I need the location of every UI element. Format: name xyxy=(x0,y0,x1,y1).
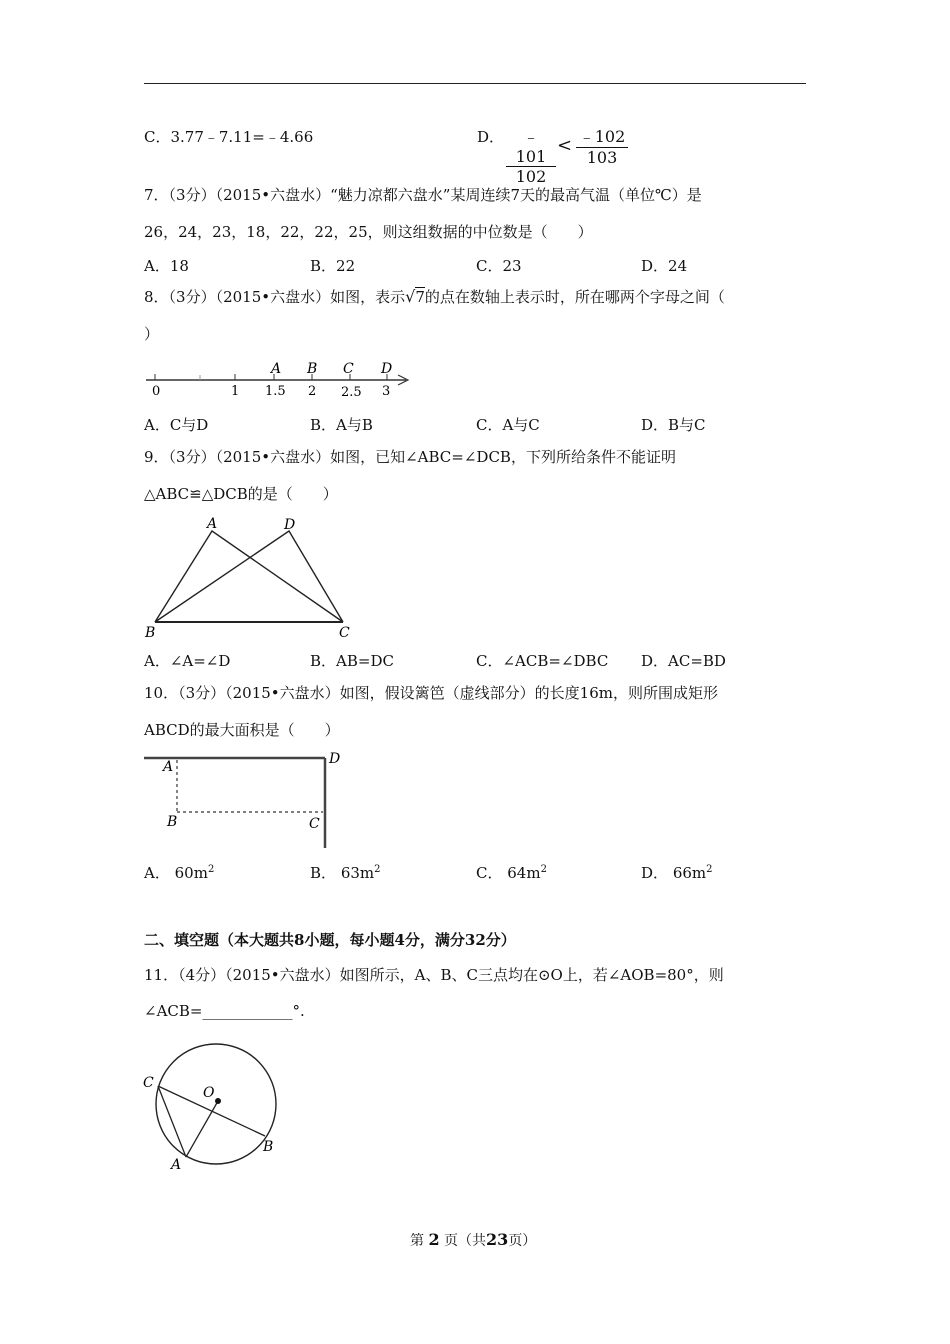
q7-option-c: C．23 xyxy=(476,257,522,275)
q8-option-d: D．B与C xyxy=(641,416,706,434)
q7-option-a: A．18 xyxy=(144,257,189,275)
circle-label-a: A xyxy=(171,1157,182,1173)
total-pages-number: 23 xyxy=(486,1230,509,1249)
q10-line-1: 10．（3分）（2015•六盘水）如图，假设篱笆（虚线部分）的长度16m，则所围成矩形 xyxy=(144,684,718,702)
axis-letter-d: D xyxy=(381,361,393,377)
q7-option-d: D．24 xyxy=(641,257,688,275)
axis-letter-b: B xyxy=(307,361,318,377)
q8-line-1-post: 的点在数轴上表示时，所在哪两个字母之间（ xyxy=(424,288,725,306)
axis-number-2-5: 2.5 xyxy=(341,385,362,400)
axis-number-1: 1 xyxy=(231,384,240,399)
rect-label-c: C xyxy=(309,816,320,832)
q10-option-b: B． $63m^2$ xyxy=(310,864,381,882)
q6-frac1-denominator: 102 xyxy=(515,167,547,186)
q8-line-2: ） xyxy=(144,325,160,343)
q6-option-d-label: D． xyxy=(477,128,505,146)
center-point-o xyxy=(215,1098,221,1104)
q9-option-a: A．∠A=∠D xyxy=(144,652,231,670)
q9-line-1: 9．（3分）（2015•六盘水）如图，已知∠ABC=∠DCB，下列所给条件不能证明 xyxy=(144,448,676,466)
q10-line-2: ABCD的最大面积是（ ） xyxy=(144,721,340,739)
sqrt-symbol: √ xyxy=(405,287,416,306)
q10-option-c: C． $64m^2$ xyxy=(476,864,547,882)
q11-line-2: ∠ACB=____________°. xyxy=(144,1002,305,1020)
vertex-label-a: A xyxy=(207,516,218,532)
q7-line-2: 26，24，23，18，22，22，25，则这组数据的中位数是（ ） xyxy=(144,223,593,241)
q9-option-d: D．AC=BD xyxy=(641,652,726,670)
q6-less-than: < xyxy=(557,135,573,156)
radius-oa xyxy=(186,1101,218,1157)
q11-line-1: 11．（4分）（2015•六盘水）如图所示，A、B、C三点均在⊙O上，若∠AOB=80°，则 xyxy=(144,966,724,984)
vertex-label-c: C xyxy=(339,625,350,641)
circle-label-c: C xyxy=(143,1075,154,1091)
rect-label-a: A xyxy=(163,759,174,775)
q8-option-a: A．C与D xyxy=(144,416,209,434)
q6-frac2-denominator: 103 xyxy=(586,148,618,167)
circle-label-o: O xyxy=(203,1085,215,1101)
q8-option-c: C．A与C xyxy=(476,416,540,434)
circle-label-b: B xyxy=(263,1139,274,1155)
q9-line-2: △ABC≌△DCB的是（ ） xyxy=(144,485,338,503)
vertex-label-b: B xyxy=(145,625,156,641)
q6-frac2-numerator: ﹣102 xyxy=(576,124,628,148)
q9-option-b: B．AB=DC xyxy=(310,652,394,670)
q9-option-c: C．∠ACB=∠DBC xyxy=(476,652,609,670)
rect-label-b: B xyxy=(167,814,178,830)
q8-radicand: 7 xyxy=(415,288,425,306)
q7-line-1: 7．（3分）（2015•六盘水）“魅力凉都六盘水”某周连续7天的最高气温（单位℃）是 xyxy=(144,186,702,204)
axis-letter-c: C xyxy=(343,361,354,377)
q10-option-d: D． $66m^2$ xyxy=(641,864,713,882)
axis-number-0: 0 xyxy=(152,384,161,399)
q6-option-c: C．3.77﹣7.11=﹣4.66 xyxy=(144,128,314,146)
axis-letter-a: A xyxy=(271,361,282,377)
axis-number-2: 2 xyxy=(308,384,317,399)
axis-number-3: 3 xyxy=(382,384,391,399)
q8-line-1-pre: 8．（3分）（2015•六盘水）如图，表示 xyxy=(144,288,406,306)
rect-label-d: D xyxy=(329,751,341,767)
page-footer: 第 2 页（共23页） xyxy=(410,1230,537,1249)
section-2-title: 二、填空题（本大题共8小题，每小题4分，满分32分） xyxy=(144,931,516,949)
q8-option-b: B．A与B xyxy=(310,416,373,434)
axis-number-1-5: 1.5 xyxy=(265,384,286,399)
q6-frac1-numerator: ﹣101 xyxy=(506,124,556,167)
q10-option-a: A． $60m^2$ xyxy=(144,864,215,882)
current-page-number: 2 xyxy=(428,1230,440,1249)
vertex-label-d: D xyxy=(284,517,296,533)
q7-option-b: B．22 xyxy=(310,257,356,275)
